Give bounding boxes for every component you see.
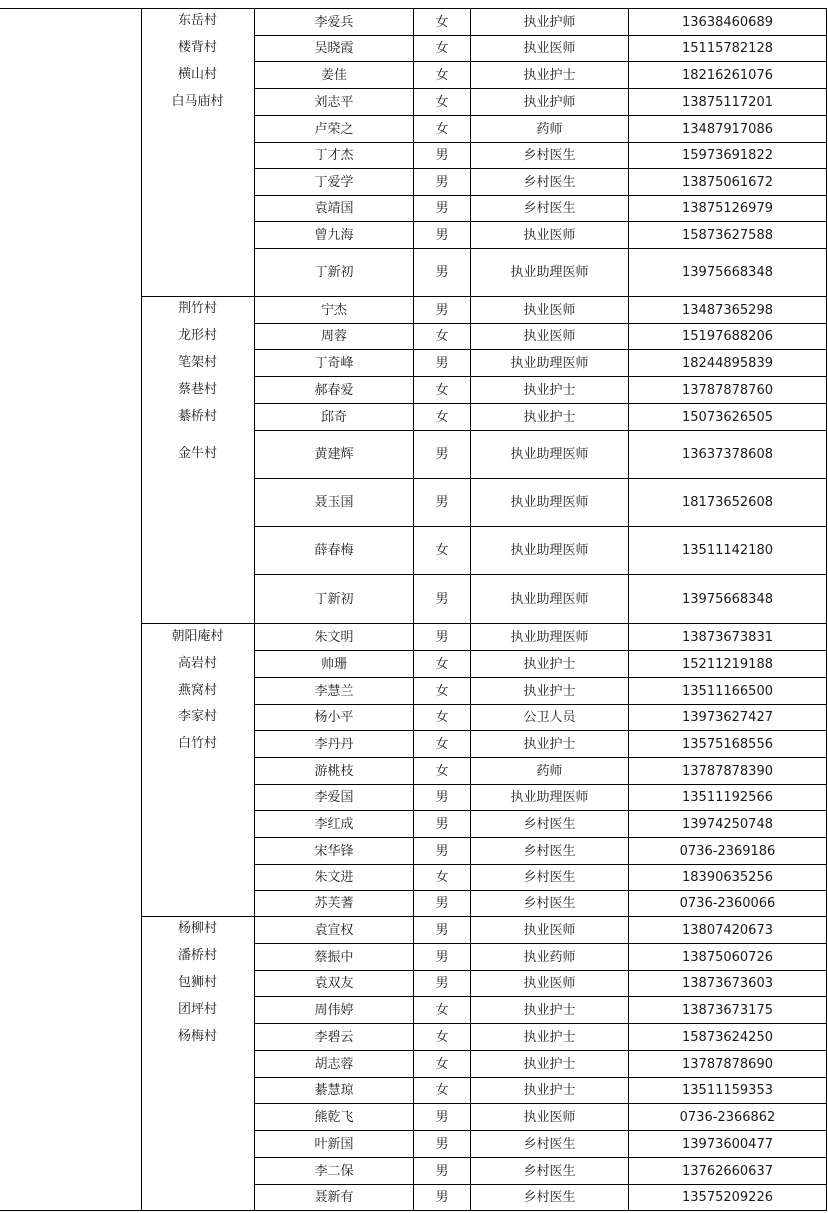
village-name: 朝阳庵村 (171, 629, 224, 644)
phone-cell: 15115782128 (682, 41, 773, 56)
title-cell: 执业助理医师 (510, 495, 589, 510)
name-cell: 叶新国 (314, 1136, 354, 1152)
gender-cell: 女 (435, 14, 449, 30)
gender-cell: 女 (435, 710, 449, 725)
name-cell: 袁宣权 (314, 922, 354, 938)
gender-cell: 男 (435, 355, 449, 371)
name-cell: 郝春爱 (314, 382, 354, 398)
village-name: 横山村 (177, 67, 217, 82)
village-name: 金牛村 (177, 446, 217, 461)
name-cell: 蔡振中 (314, 949, 354, 965)
phone-cell: 0736-2360066 (679, 896, 776, 911)
title-cell: 执业护士 (523, 409, 576, 425)
village-name: 包狮村 (177, 975, 217, 990)
phone-cell: 13487365298 (682, 302, 773, 318)
phone-cell: 13873673831 (682, 629, 773, 645)
title-cell: 执业助理医师 (510, 265, 589, 280)
village-name: 高岩村 (177, 656, 217, 671)
gender-cell: 男 (435, 629, 449, 645)
name-cell: 丁才杰 (314, 148, 354, 163)
title-cell: 药师 (536, 763, 563, 779)
village-name: 团坪村 (177, 1002, 217, 1017)
name-cell: 丁新初 (314, 265, 354, 280)
phone-cell: 13787878390 (682, 763, 773, 779)
gender-cell: 男 (435, 1136, 449, 1152)
gender-cell: 男 (435, 201, 449, 216)
phone-cell: 13875126979 (682, 201, 773, 216)
phone-cell: 13787878760 (682, 382, 773, 398)
gender-cell: 女 (435, 1083, 449, 1098)
name-cell: 苏芙蓍 (314, 896, 354, 911)
phone-cell: 13875061672 (682, 174, 773, 190)
village-name: 笔架村 (177, 355, 217, 370)
name-cell: 李爱兵 (314, 14, 354, 30)
name-cell: 綦慧琼 (314, 1083, 354, 1098)
title-cell: 执业护士 (523, 1029, 576, 1045)
phone-cell: 18216261076 (682, 67, 773, 83)
phone-cell: 15873627588 (682, 227, 773, 243)
phone-cell: 13762660637 (682, 1163, 773, 1179)
title-cell: 执业助理医师 (510, 543, 589, 558)
name-cell: 薛春梅 (314, 543, 354, 558)
phone-cell: 18244895839 (682, 355, 773, 371)
phone-cell: 13873673175 (682, 1002, 773, 1018)
title-cell: 执业护士 (523, 736, 576, 752)
name-cell: 李丹丹 (314, 736, 354, 752)
title-cell: 乡村医生 (523, 870, 576, 885)
gender-cell: 女 (435, 409, 449, 425)
title-cell: 执业医师 (523, 1109, 576, 1125)
name-cell: 胡志蓉 (314, 1056, 354, 1072)
gender-cell: 女 (435, 41, 449, 56)
village-name: 杨柳村 (177, 921, 217, 936)
phone-cell: 15197688206 (682, 329, 773, 344)
gender-cell: 男 (435, 495, 449, 510)
name-cell: 聂玉国 (314, 495, 354, 510)
group-divider (141, 8, 254, 9)
phone-cell: 13511192566 (682, 790, 773, 805)
name-cell: 黄建辉 (314, 447, 354, 462)
gender-cell: 女 (435, 763, 449, 779)
name-cell: 熊乾飞 (314, 1109, 354, 1125)
village-name: 龙形村 (177, 328, 217, 343)
title-cell: 执业助理医师 (510, 629, 589, 645)
phone-cell: 13807420673 (682, 922, 773, 938)
name-cell: 李慧兰 (314, 683, 354, 699)
gender-cell: 女 (435, 382, 449, 398)
gender-cell: 女 (435, 67, 449, 83)
title-cell: 执业护士 (523, 656, 576, 672)
name-cell: 丁奇峰 (314, 355, 354, 371)
name-cell: 宋华锋 (314, 843, 354, 859)
gender-cell: 女 (435, 94, 449, 110)
gender-cell: 女 (435, 329, 449, 344)
gender-cell: 女 (435, 121, 449, 137)
title-cell: 乡村医生 (523, 816, 576, 832)
name-cell: 朱文明 (314, 629, 354, 645)
name-cell: 杨小平 (314, 710, 354, 725)
name-cell: 邱奇 (320, 409, 347, 425)
title-cell: 乡村医生 (523, 843, 576, 859)
name-cell: 丁新初 (314, 591, 354, 607)
gender-cell: 男 (435, 174, 449, 190)
title-cell: 执业护师 (523, 94, 576, 110)
phone-cell: 13511166500 (682, 683, 773, 699)
village-name: 李家村 (177, 709, 217, 724)
title-cell: 乡村医生 (523, 148, 576, 163)
phone-cell: 18390635256 (682, 870, 773, 885)
gender-cell: 男 (435, 976, 449, 991)
village-name: 燕窝村 (177, 683, 217, 698)
village-name: 蔡巷村 (177, 382, 217, 397)
gender-cell: 女 (435, 543, 449, 558)
name-cell: 宁杰 (320, 302, 347, 318)
phone-cell: 13575209226 (682, 1190, 773, 1205)
name-cell: 游桃枝 (314, 763, 354, 779)
phone-cell: 13511142180 (682, 543, 773, 558)
phone-cell: 13875060726 (682, 949, 773, 965)
gender-cell: 男 (435, 148, 449, 163)
gender-cell: 男 (435, 447, 449, 462)
title-cell: 执业医师 (523, 329, 576, 344)
title-cell: 执业助理医师 (510, 447, 589, 462)
title-cell: 执业医师 (523, 976, 576, 991)
phone-cell: 13973627427 (682, 710, 773, 725)
name-cell: 李碧云 (314, 1029, 354, 1045)
table-top-border (0, 8, 141, 9)
gender-cell: 男 (435, 816, 449, 832)
name-cell: 李二保 (314, 1163, 354, 1179)
gender-cell: 男 (435, 843, 449, 859)
phone-cell: 13974250748 (682, 816, 773, 832)
title-cell: 乡村医生 (523, 174, 576, 190)
column-divider (826, 8, 827, 1211)
title-cell: 执业助理医师 (510, 790, 589, 805)
gender-cell: 男 (435, 896, 449, 911)
title-cell: 执业医师 (523, 227, 576, 243)
phone-cell: 13975668348 (682, 265, 773, 280)
title-cell: 执业助理医师 (510, 355, 589, 371)
gender-cell: 男 (435, 227, 449, 243)
gender-cell: 男 (435, 1190, 449, 1205)
village-name: 潘桥村 (177, 948, 217, 963)
name-cell: 袁双友 (314, 976, 354, 991)
gender-cell: 男 (435, 302, 449, 318)
phone-cell: 13511159353 (682, 1083, 773, 1098)
phone-cell: 13875117201 (682, 94, 773, 110)
phone-cell: 13637378608 (682, 447, 773, 462)
title-cell: 执业护师 (523, 14, 576, 30)
group-divider (141, 623, 254, 624)
title-cell: 乡村医生 (523, 1136, 576, 1152)
village-name: 东岳村 (177, 13, 217, 28)
title-cell: 执业护士 (523, 382, 576, 398)
gender-cell: 女 (435, 656, 449, 672)
title-cell: 执业护士 (523, 683, 576, 699)
phone-cell: 13575168556 (682, 736, 773, 752)
village-name: 杨梅村 (177, 1029, 217, 1044)
name-cell: 李红成 (314, 816, 354, 832)
name-cell: 聂新有 (314, 1190, 354, 1205)
title-cell: 执业护士 (523, 1002, 576, 1018)
phone-cell: 15973691822 (682, 148, 773, 163)
phone-cell: 15211219188 (682, 656, 773, 672)
gender-cell: 女 (435, 736, 449, 752)
title-cell: 乡村医生 (523, 1190, 576, 1205)
village-name: 白竹村 (177, 736, 217, 751)
phone-cell: 13873673603 (682, 976, 773, 991)
village-name: 白马庙村 (171, 94, 224, 109)
gender-cell: 男 (435, 265, 449, 280)
phone-cell: 15873624250 (682, 1029, 773, 1045)
gender-cell: 男 (435, 790, 449, 805)
name-cell: 卢荣之 (314, 121, 354, 137)
phone-cell: 15073626505 (682, 409, 773, 425)
phone-cell: 13638460689 (682, 14, 773, 30)
gender-cell: 男 (435, 1109, 449, 1125)
group-divider (141, 916, 254, 917)
gender-cell: 男 (435, 591, 449, 607)
gender-cell: 男 (435, 1163, 449, 1179)
village-name: 綦桥村 (177, 409, 217, 424)
title-cell: 执业医师 (523, 41, 576, 56)
title-cell: 乡村医生 (523, 1163, 576, 1179)
name-cell: 周蓉 (320, 329, 347, 344)
phone-cell: 13973600477 (682, 1136, 773, 1152)
name-cell: 袁靖国 (314, 201, 354, 216)
group-divider (141, 296, 254, 297)
title-cell: 乡村医生 (523, 896, 576, 911)
title-cell: 乡村医生 (523, 201, 576, 216)
name-cell: 李爱国 (314, 790, 354, 805)
phone-cell: 13787878690 (682, 1056, 773, 1072)
title-cell: 公卫人员 (523, 710, 576, 725)
name-cell: 朱文进 (314, 870, 354, 885)
row-divider (254, 1210, 827, 1211)
gender-cell: 女 (435, 1029, 449, 1045)
name-cell: 周伟婷 (314, 1002, 354, 1018)
name-cell: 曾九海 (314, 227, 354, 243)
title-cell: 执业护士 (523, 67, 576, 83)
name-cell: 姜佳 (320, 67, 347, 83)
phone-cell: 13975668348 (682, 591, 773, 607)
phone-cell: 13487917086 (682, 121, 773, 137)
phone-cell: 18173652608 (682, 495, 773, 510)
gender-cell: 男 (435, 949, 449, 965)
title-cell: 执业助理医师 (510, 591, 589, 607)
gender-cell: 女 (435, 870, 449, 885)
gender-cell: 女 (435, 1002, 449, 1018)
name-cell: 丁爱学 (314, 174, 354, 190)
phone-cell: 0736-2369186 (679, 843, 776, 859)
name-cell: 帅珊 (320, 656, 347, 672)
name-cell: 吴晓霞 (314, 41, 354, 56)
title-cell: 执业医师 (523, 922, 576, 938)
title-cell: 药师 (536, 121, 563, 137)
village-name: 荆竹村 (177, 301, 217, 316)
village-name: 楼背村 (177, 40, 217, 55)
phone-cell: 0736-2366862 (679, 1109, 776, 1125)
gender-cell: 女 (435, 1056, 449, 1072)
title-cell: 执业护士 (523, 1056, 576, 1072)
title-cell: 执业护士 (523, 1083, 576, 1098)
title-cell: 执业药师 (523, 949, 576, 965)
group-divider (141, 1210, 254, 1211)
name-cell: 刘志平 (314, 94, 354, 110)
title-cell: 执业医师 (523, 302, 576, 318)
gender-cell: 男 (435, 922, 449, 938)
gender-cell: 女 (435, 683, 449, 699)
